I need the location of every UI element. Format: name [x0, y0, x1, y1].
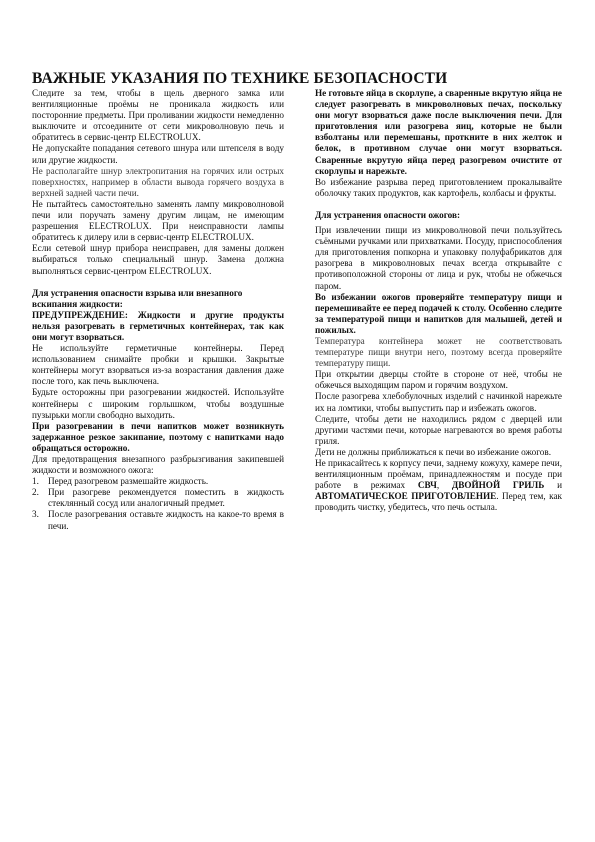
paragraph: Следите, чтобы дети не находились рядом с дверцей или другими частями печи, которые нагреваются во время работы гриля. [315, 413, 562, 446]
text-run: и [557, 480, 562, 491]
list-number: 2. [32, 487, 39, 498]
paragraph: После разогрева хлебобулочных изделий с начинкой нарежьте их на ломтики, чтобы выпустить пар и избежать ожогов. [315, 391, 562, 413]
paragraph: Не располагайте шнур электропитания на горячих или острых поверхностях, например в области вывода горячего воздуха в верхней задней части печи. [32, 165, 284, 198]
steps-list [32, 476, 284, 531]
paragraph-modes [315, 458, 562, 513]
mode-auto-cook: АВТОМАТИЧЕСКОЕ ПРИГОТОВЛЕНИЕ [315, 491, 497, 502]
text-run: , [436, 480, 440, 491]
warning-paragraph: ПРЕДУПРЕЖДЕНИЕ: Жидкости и другие продукты нельзя разогревать в герметичных контейнерах, так как они могут взорваться. [32, 309, 284, 342]
paragraph: Следите за тем, чтобы в щель дверного замка или вентиляционные проёмы не проникала жидкость или посторонние предметы. При проливании жидкости немедленно выключите и отсоедините от сети микроволновую печь и обратитесь в сервис-центр ELECTROLUX. [32, 88, 284, 143]
paragraph: Температура контейнера может не соответствовать температуре пищи внутри него, поэтому всегда проверяйте температуру пищи. [315, 335, 562, 369]
text-run: . Перед тем, как проводить чистку, убедитесь, что печь остыла. [315, 491, 562, 513]
paragraph: Если сетевой шнур прибора неисправен, для замены должен выбираться только специальный шнур. Замена должна выполняться сервис-центром ELECTROLUX. [32, 243, 284, 276]
section-heading-explosion: Для устранения опасности взрыва или внезапного вскипания жидкости: [32, 287, 243, 309]
list-number: 3. [32, 509, 39, 520]
bold-paragraph: Во избежании ожогов проверяйте температуру пищи и перемешивайте ее перед подачей к столу. Особенно следите за температурой пищи и напитков для малышей, детей и пожилых. [315, 291, 562, 335]
page-title: ВАЖНЫЕ УКАЗАНИЯ ПО ТЕХНИКЕ БЕЗОПАСНОСТИ [32, 70, 448, 87]
list-text: При разогреве рекомендуется поместить в жидкость стеклянный сосуд или аналогичный предмет. [48, 487, 284, 509]
list-number: 1. [32, 476, 39, 487]
list-item [32, 476, 284, 487]
paragraph: Не допускайте попадания сетевого шнура или штепселя в воду или другие жидкости. [32, 143, 284, 165]
paragraph: При открытии дверцы стойте в стороне от неё, чтобы не обжечься выходящим паром и горячим воздухом. [315, 369, 562, 391]
text-run: Не прикасайтесь к корпусу печи, заднему кожуху, камере печи, вентиляционным проёмам, принадлежностям и посуде при работе в режимах [315, 458, 562, 491]
paragraph: Не пытайтесь самостоятельно заменять лампу микроволновой печи или поручать замену другим лицам, не имеющим разрешения ELECTROLUX. При неисправности лампы обратитесь к дилеру или в сервис-центр ELECTROLUX. [32, 198, 284, 243]
list-item [32, 509, 284, 531]
paragraph: Дети не должны приближаться к печи во избежание ожогов. [315, 446, 551, 457]
paragraph: Не используйте герметичные контейнеры. Перед использованием снимайте пробки и крышки. Закрытые контейнеры могут взорваться из-за возрастания давления даже после того, как печь выключена. [32, 343, 284, 387]
paragraph: Будьте осторожны при разогревании жидкостей. Используйте контейнеры с широким горлышком, чтобы воздушные пузырьки могли свободно выходить. [32, 387, 284, 420]
paragraph: При извлечении пищи из микроволновой печи пользуйтесь съёмными ручками или прихватками. Посуду, приспособления для приготовления попкорна и упаковку полуфабрикатов для разогрева в микроволновых печах всегда открывайте с противоположной стороны от лица и рук, чтобы не обжечься паром. [315, 225, 562, 291]
left-column [32, 88, 284, 532]
bold-paragraph: Не готовьте яйца в скорлупе, а сваренные вкрутую яйца не следует разогревать в микроволновых печах, поскольку они могут взорваться даже после выключения печи. Для приготовления или разогрева яиц, которые не были взболтаны или перемешаны, проткните в них желток и белок, в противном случае они могут взорваться. Сваренные вкрутую яйца перед разогревом очистите от скорлупы и нарежьте. [315, 88, 563, 176]
list-text: После разогревания оставьте жидкость на какое-то время в печи. [48, 509, 284, 531]
spacer [32, 277, 284, 288]
list-text: Перед разогревом размешайте жидкость. [48, 476, 209, 487]
mode-dual-grill: ДВОЙНОЙ ГРИЛЬ [451, 480, 545, 491]
section-heading-burns: Для устранения опасности ожогов: [315, 209, 461, 220]
paragraph: Во избежание разрыва перед приготовлением прокалывайте оболочку таких продуктов, как картофель, колбасы и фрукты. [315, 176, 562, 198]
paragraph: Для предотвращения внезапного разбрызгивания закипевшей жидкости и возможного ожога: [32, 454, 284, 476]
spacer [315, 199, 562, 210]
bold-paragraph: При разогревании в печи напитков может возникнуть задержанное резкое закипание, поэтому с напитками надо обращаться осторожно. [32, 420, 284, 453]
list-item [32, 487, 284, 509]
right-column [315, 88, 562, 513]
mode-microwave: СВЧ [417, 480, 437, 491]
